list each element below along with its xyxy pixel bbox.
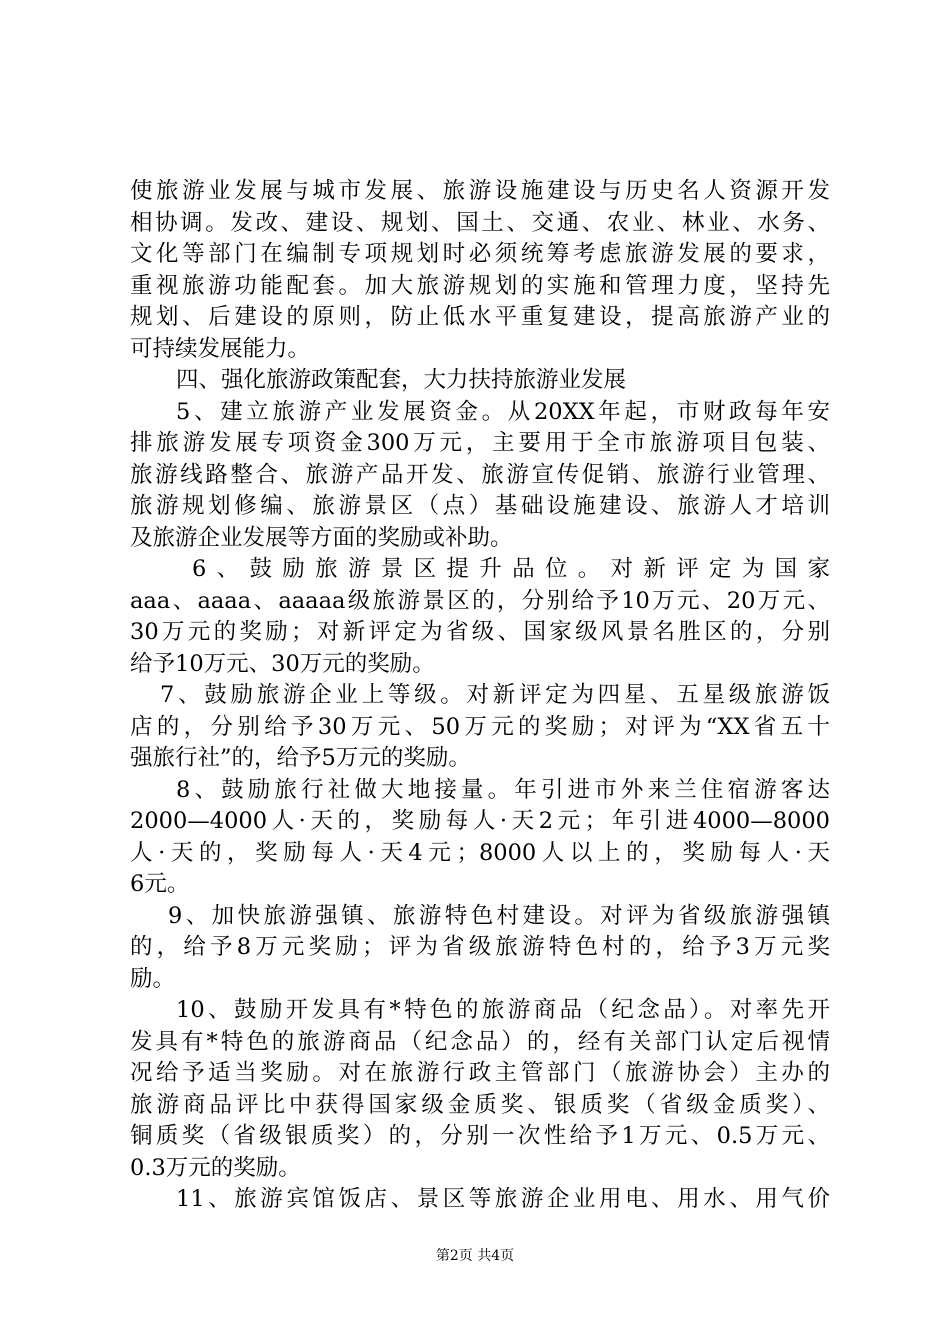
text-line: 排旅游发展专项资金300万元，主要用于全市旅游项目包装、: [130, 430, 830, 456]
text-line: 强旅行社”的，给予5万元的奖励。: [130, 745, 471, 771]
text-line: 的，给予8万元奖励；评为省级旅游特色村的，给予3万元奖: [130, 934, 830, 960]
text-line: 9、加快旅游强镇、旅游特色村建设。对评为省级旅游强镇: [168, 902, 830, 929]
section-heading: 四、强化旅游政策配套，大力扶持旅游业发展: [176, 367, 627, 393]
text-line: 规划、后建设的原则，防止低水平重复建设，提高旅游产业的: [130, 304, 830, 330]
text-line: 10、鼓励开发具有*特色的旅游商品（纪念品）。对率先开: [176, 997, 830, 1023]
text-line: 及旅游企业发展等方面的奖励或补助。: [130, 524, 513, 551]
text-line: 励。: [130, 965, 176, 992]
text-line: 况给予适当奖励。对在旅游行政主管部门（旅游协会）主办的: [130, 1060, 830, 1086]
text-line: 可持续发展能力。: [130, 335, 311, 362]
document-body: [130, 176, 830, 1216]
text-line: 8、鼓励旅行社做大地接量。年引进市外来兰住宿游客达: [176, 776, 830, 803]
text-line: 旅游商品评比中获得国家级金质奖、银质奖（省级金质奖）、: [130, 1091, 830, 1118]
page-footer: 第2页 共4页: [435, 1248, 515, 1264]
text-line: 给予10万元、30万元的奖励。: [130, 650, 435, 677]
text-line: 重视旅游功能配套。加大旅游规划的实施和管理力度，坚持先: [130, 272, 830, 299]
text-line: 文化等部门在编制专项规划时必须统筹考虑旅游发展的要求，: [130, 241, 830, 267]
text-line: aaa、aaaa、aaaaa级旅游景区的，分别给予10万元、20万元、: [130, 587, 830, 614]
text-line: 6、鼓励旅游景区提升品位。对新评定为国家: [192, 556, 830, 582]
text-line: 相协调。发改、建设、规划、国土、交通、农业、林业、水务、: [130, 209, 830, 236]
text-line: 发具有*特色的旅游商品（纪念品）的，经有关部门认定后视情: [130, 1028, 830, 1055]
text-line: 人·天的，奖励每人·天4元；8000人以上的，奖励每人·天: [130, 839, 830, 866]
text-line: 7、鼓励旅游企业上等级。对新评定为四星、五星级旅游饭: [160, 682, 830, 708]
text-line: 30万元的奖励；对新评定为省级、国家级风景名胜区的，分别: [130, 619, 830, 645]
text-line: 11、旅游宾馆饭店、景区等旅游企业用电、用水、用气价: [176, 1186, 830, 1212]
text-line: 6元。: [130, 871, 190, 897]
text-line: 2000—4000人·天的，奖励每人·天2元；年引进4000—8000: [130, 808, 830, 834]
text-line: 使旅游业发展与城市发展、旅游设施建设与历史名人资源开发: [130, 178, 830, 204]
text-line: 铜质奖（省级银质奖）的，分别一次性给予1万元、0.5万元、: [130, 1123, 830, 1149]
text-line: 0.3万元的奖励。: [130, 1154, 301, 1181]
text-line: 旅游规划修编、旅游景区（点）基础设施建设、旅游人才培训: [130, 493, 830, 519]
text-line: 店的，分别给予30万元、50万元的奖励；对评为“XX省五十: [130, 713, 830, 740]
text-line: 旅游线路整合、旅游产品开发、旅游宣传促销、旅游行业管理、: [130, 461, 830, 488]
text-line: 5、建立旅游产业发展资金。从20XX年起，市财政每年安: [176, 398, 830, 425]
